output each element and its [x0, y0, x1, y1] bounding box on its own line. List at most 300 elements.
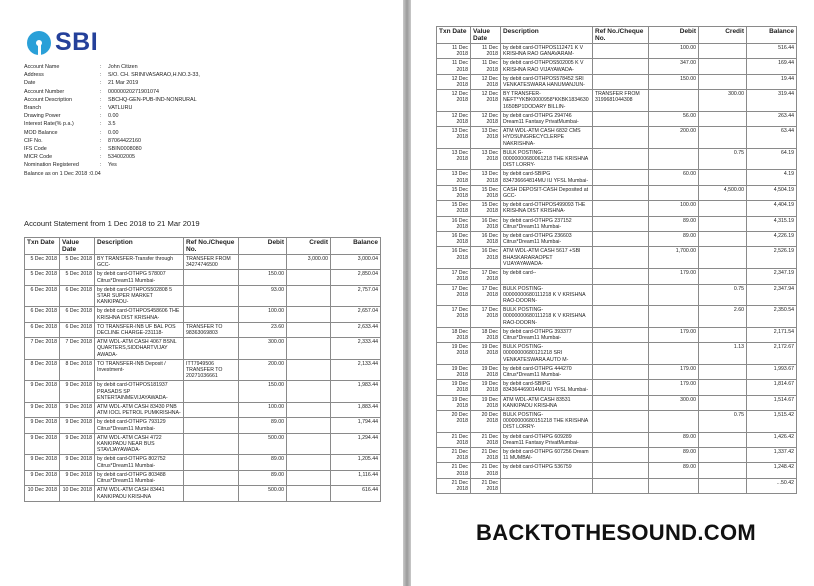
credit-cell — [699, 478, 747, 493]
txn-date-cell: 10 Dec 2018 — [25, 486, 60, 501]
ref-cell — [184, 270, 239, 285]
description-cell: BY TRANSFER-NEFT*YKBK0000958*KKBK18346301650BP1DODARY BILLIN- — [501, 90, 593, 112]
debit-cell: 89.00 — [239, 418, 287, 433]
ref-cell — [593, 127, 649, 149]
txn-date-cell: 19 Dec 2018 — [437, 364, 471, 379]
table-header — [437, 27, 797, 44]
ref-cell — [593, 327, 649, 342]
debit-cell: 56.00 — [649, 111, 699, 126]
credit-cell — [287, 486, 331, 501]
credit-cell — [287, 338, 331, 360]
credit-cell — [287, 403, 331, 418]
table-row — [437, 90, 797, 112]
description-cell: BY TRANSFER-Transfer through GCC- — [95, 255, 184, 270]
txn-date-cell: 21 Dec 2018 — [437, 447, 471, 462]
debit-cell: 89.00 — [239, 455, 287, 470]
col-value-date: Value Date — [60, 238, 95, 255]
debit-cell: 500.00 — [239, 433, 287, 455]
ref-cell — [184, 307, 239, 322]
credit-cell — [287, 381, 331, 403]
txn-date-cell: 13 Dec 2018 — [437, 170, 471, 185]
debit-cell: 60.00 — [649, 170, 699, 185]
debit-cell: 150.00 — [239, 270, 287, 285]
credit-cell: 4,500.00 — [699, 185, 747, 200]
statement-page-1 — [0, 0, 403, 586]
account-detail-row — [24, 88, 200, 96]
description-cell — [501, 478, 593, 493]
balance-cell: 3,000.04 — [331, 255, 381, 270]
credit-cell — [287, 359, 331, 381]
table-row — [437, 201, 797, 216]
ref-cell: TRANSFER TO 98363069803 — [184, 322, 239, 337]
col-credit: Credit — [287, 238, 331, 255]
credit-cell — [287, 455, 331, 470]
col-debit: Debit — [239, 238, 287, 255]
balance-cell: 2,757.04 — [331, 285, 381, 307]
credit-cell — [287, 285, 331, 307]
description-cell: BULK POSTING-00000000680111218 K V KRISHNA RAO-DOORN- — [501, 306, 593, 328]
credit-cell — [287, 322, 331, 337]
opening-balance: Balance as on 1 Dec 2018 :0.04 — [24, 170, 101, 177]
credit-cell — [287, 270, 331, 285]
description-cell: ATM WDL-ATM CASH 4067 BSNL QUARTERS,SIDDHARTVIJAY AWADA- — [95, 338, 184, 360]
credit-cell: 3,000.00 — [287, 255, 331, 270]
ref-cell — [593, 59, 649, 74]
description-cell: by debit card-OTHPOS502808 5 STAR SUPER MARKET KANKIPADU- — [95, 285, 184, 307]
table-row — [25, 418, 381, 433]
col-credit: Credit — [699, 27, 747, 44]
value-date-cell: 6 Dec 2018 — [60, 322, 95, 337]
value-date-cell: 12 Dec 2018 — [471, 74, 501, 89]
col-debit: Debit — [649, 27, 699, 44]
description-cell: BULK POSTING-00000000680061218 THE KRISHNA DIST LORRY- — [501, 148, 593, 170]
sbi-logo-text: SBI — [55, 28, 99, 56]
table-row — [437, 74, 797, 89]
value-date-cell: 9 Dec 2018 — [60, 470, 95, 485]
detail-label: CIF No. — [24, 137, 43, 144]
credit-cell — [699, 395, 747, 410]
credit-cell — [699, 127, 747, 149]
col-txn-date: Txn Date — [437, 27, 471, 44]
balance-cell: 2,171.54 — [747, 327, 797, 342]
txn-date-cell: 11 Dec 2018 — [437, 59, 471, 74]
description-cell: BULK POSTING-00000000680151218 THE KRISHNA DIST LORRY- — [501, 410, 593, 432]
credit-cell — [699, 170, 747, 185]
credit-cell — [699, 447, 747, 462]
credit-cell — [699, 44, 747, 59]
sbi-logo-icon — [27, 31, 51, 55]
credit-cell — [287, 433, 331, 455]
balance-cell: 19.44 — [747, 74, 797, 89]
detail-colon: : — [100, 105, 102, 112]
txn-date-cell: 8 Dec 2018 — [25, 359, 60, 381]
description-cell: by debit card-OTHPG 536759 — [501, 463, 593, 478]
description-cell: by debit card-OTHPG 237152 Citrus*Dream11 Mumbai- — [501, 216, 593, 231]
value-date-cell: 17 Dec 2018 — [471, 284, 501, 306]
detail-value: 00000020271901074 — [108, 88, 159, 95]
credit-cell — [287, 418, 331, 433]
table-row — [25, 307, 381, 322]
detail-label: Interest Rate(% p.a.) — [24, 121, 74, 128]
table-row — [437, 148, 797, 170]
debit-cell: 89.00 — [649, 232, 699, 247]
ref-cell — [593, 247, 649, 269]
account-detail-row — [24, 104, 200, 112]
detail-label: Nomination Registered — [24, 162, 79, 169]
credit-cell: 2.60 — [699, 306, 747, 328]
balance-cell: 4,504.19 — [747, 185, 797, 200]
debit-cell — [239, 255, 287, 270]
value-date-cell: 20 Dec 2018 — [471, 410, 501, 432]
detail-label: Account Number — [24, 88, 65, 95]
debit-cell — [649, 306, 699, 328]
table-row — [25, 359, 381, 381]
description-cell: by debit card-OTHPOS181937 PRASADS SP ENTERTAINMEVIJAYAWADA- — [95, 381, 184, 403]
value-date-cell: 15 Dec 2018 — [471, 201, 501, 216]
detail-label: Account Description — [24, 96, 72, 103]
credit-cell: 0.75 — [699, 148, 747, 170]
value-date-cell: 16 Dec 2018 — [471, 247, 501, 269]
debit-cell: 150.00 — [649, 74, 699, 89]
account-detail-row — [24, 129, 200, 137]
ref-cell: TRANSFER FROM 34274746500 — [184, 255, 239, 270]
ref-cell — [184, 455, 239, 470]
ref-cell — [593, 306, 649, 328]
balance-cell: 616.44 — [331, 486, 381, 501]
value-date-cell: 13 Dec 2018 — [471, 127, 501, 149]
balance-cell: 2,633.44 — [331, 322, 381, 337]
table-row — [25, 455, 381, 470]
value-date-cell: 17 Dec 2018 — [471, 269, 501, 284]
detail-value: John Citizen — [108, 64, 138, 70]
txn-date-cell: 17 Dec 2018 — [437, 269, 471, 284]
account-detail-row — [24, 63, 200, 71]
statement-page-2 — [411, 0, 814, 586]
credit-cell — [699, 364, 747, 379]
detail-colon: : — [100, 88, 102, 95]
table-row — [437, 410, 797, 432]
description-cell: BULK POSTING-00000000680121218 SRI VENKATESWARA AUTO M- — [501, 343, 593, 365]
balance-cell: 2,657.04 — [331, 307, 381, 322]
txn-date-cell: 9 Dec 2018 — [25, 403, 60, 418]
table-row — [437, 216, 797, 231]
txn-date-cell: 13 Dec 2018 — [437, 127, 471, 149]
debit-cell: 23.60 — [239, 322, 287, 337]
value-date-cell: 19 Dec 2018 — [471, 395, 501, 410]
value-date-cell: 21 Dec 2018 — [471, 478, 501, 493]
debit-cell: 300.00 — [239, 338, 287, 360]
statement-title: Account Statement from 1 Dec 2018 to 21 Mar 2019 — [24, 219, 200, 228]
balance-cell: 1,514.67 — [747, 395, 797, 410]
table-row — [25, 255, 381, 270]
sbi-logo — [27, 28, 98, 57]
value-date-cell: 21 Dec 2018 — [471, 463, 501, 478]
ref-cell — [593, 380, 649, 395]
ref-cell — [184, 338, 239, 360]
value-date-cell: 12 Dec 2018 — [471, 90, 501, 112]
value-date-cell: 9 Dec 2018 — [60, 455, 95, 470]
txn-date-cell: 15 Dec 2018 — [437, 201, 471, 216]
credit-cell — [699, 380, 747, 395]
txn-date-cell: 12 Dec 2018 — [437, 90, 471, 112]
txn-date-cell: 21 Dec 2018 — [437, 463, 471, 478]
debit-cell: 93.00 — [239, 285, 287, 307]
balance-cell: 4,404.19 — [747, 201, 797, 216]
description-cell: by debit card-SBIPG 834736664814MU IU YFSL Mumbai- — [501, 170, 593, 185]
ref-cell — [593, 410, 649, 432]
ref-cell — [593, 111, 649, 126]
table-row — [437, 247, 797, 269]
balance-cell: 4,226.19 — [747, 232, 797, 247]
balance-cell: 263.44 — [747, 111, 797, 126]
credit-cell — [699, 111, 747, 126]
txn-date-cell: 11 Dec 2018 — [437, 44, 471, 59]
txn-date-cell: 19 Dec 2018 — [437, 343, 471, 365]
description-cell: CASH DEPOSIT-CASH Deposited at GCC- — [501, 185, 593, 200]
detail-label: Branch — [24, 105, 42, 112]
ref-cell — [184, 403, 239, 418]
balance-cell: 64.19 — [747, 148, 797, 170]
debit-cell: 300.00 — [649, 395, 699, 410]
ref-cell — [593, 170, 649, 185]
balance-cell: 1,883.44 — [331, 403, 381, 418]
table-row — [437, 447, 797, 462]
ref-cell — [593, 74, 649, 89]
credit-cell — [699, 216, 747, 231]
value-date-cell: 7 Dec 2018 — [60, 338, 95, 360]
table-row — [25, 403, 381, 418]
table-row — [437, 395, 797, 410]
description-cell: by debit card-OTHPG 803488 Citrus*Dream11 Mumbai- — [95, 470, 184, 485]
balance-cell: 1,993.67 — [747, 364, 797, 379]
credit-cell — [287, 470, 331, 485]
table-row — [437, 284, 797, 306]
detail-label: Address — [24, 72, 44, 79]
description-cell: by debit card-OTHPG 393377 Citrus*Dream11 Mumbai- — [501, 327, 593, 342]
account-detail-row — [24, 112, 200, 120]
table-row — [437, 380, 797, 395]
ref-cell — [593, 432, 649, 447]
ref-cell — [593, 343, 649, 365]
detail-value: S/O. CH. SRINIVASARAO,H.NO.3-33, — [108, 72, 200, 79]
credit-cell: 0.75 — [699, 284, 747, 306]
description-cell: by debit card-OTHPG 607256 Dream 11 MUMBAI- — [501, 447, 593, 462]
table-row — [437, 327, 797, 342]
credit-cell: 1.13 — [699, 343, 747, 365]
credit-cell — [287, 307, 331, 322]
balance-cell: 1,426.42 — [747, 432, 797, 447]
description-cell: by debit card-OTHPOS112471 K V KRISHNA RAO GANAVARAM- — [501, 44, 593, 59]
txn-date-cell: 18 Dec 2018 — [437, 327, 471, 342]
table-row — [25, 433, 381, 455]
ref-cell — [593, 44, 649, 59]
credit-cell — [699, 327, 747, 342]
balance-cell: 2,133.44 — [331, 359, 381, 381]
debit-cell: 150.00 — [239, 381, 287, 403]
table-row — [437, 127, 797, 149]
detail-value: Yes — [108, 162, 117, 169]
debit-cell: 89.00 — [649, 447, 699, 462]
description-cell: by debit card-OTHPOS458606 THE KRISHNA DIST KRISHNA- — [95, 307, 184, 322]
value-date-cell: 19 Dec 2018 — [471, 380, 501, 395]
detail-colon: : — [100, 137, 102, 144]
txn-date-cell: 17 Dec 2018 — [437, 306, 471, 328]
description-cell: by debit card-OTHPG 609289 Dream11 Fantasy PrivatMumbai- — [501, 432, 593, 447]
balance-cell: 169.44 — [747, 59, 797, 74]
debit-cell — [649, 284, 699, 306]
detail-colon: : — [100, 96, 102, 103]
page-gutter — [403, 0, 411, 586]
value-date-cell: 13 Dec 2018 — [471, 148, 501, 170]
description-cell: by debit card-OTHPOS502005 K V KRISHNA RAO VIJAYAWADA- — [501, 59, 593, 74]
txn-date-cell: 16 Dec 2018 — [437, 232, 471, 247]
col-description: Description — [95, 238, 184, 255]
description-cell: by debit card-OTHPOS499093 THE KRISHNA DIST KRISHNA- — [501, 201, 593, 216]
balance-cell: 1,794.44 — [331, 418, 381, 433]
ref-cell — [593, 478, 649, 493]
table-row — [25, 381, 381, 403]
balance-cell: ...50.42 — [747, 478, 797, 493]
description-cell: BULK POSTING-00000000680111218 K V KRISHNA RAO-DOORN- — [501, 284, 593, 306]
txn-date-cell: 5 Dec 2018 — [25, 270, 60, 285]
transactions-table-page-1 — [24, 237, 381, 502]
ref-cell — [593, 216, 649, 231]
detail-colon: : — [100, 121, 102, 128]
value-date-cell: 11 Dec 2018 — [471, 59, 501, 74]
description-cell: by debit card-OTHPOS578452 SRI VENKATESWARA HANUMANJUN- — [501, 74, 593, 89]
debit-cell: 100.00 — [239, 403, 287, 418]
balance-cell: 2,350.54 — [747, 306, 797, 328]
table-row — [437, 432, 797, 447]
value-date-cell: 9 Dec 2018 — [60, 433, 95, 455]
txn-date-cell: 9 Dec 2018 — [25, 418, 60, 433]
detail-value: 534002005 — [108, 154, 135, 161]
detail-label: Drawing Power — [24, 113, 61, 120]
description-cell: by debit card-SBIPG 834364469014MU IU YFSL Mumbai- — [501, 380, 593, 395]
balance-cell: 1,814.67 — [747, 380, 797, 395]
detail-colon: : — [100, 146, 102, 153]
balance-cell: 1,983.44 — [331, 381, 381, 403]
credit-cell: 0.75 — [699, 410, 747, 432]
description-cell: TO TRANSFER-INB Deposit / Investment- — [95, 359, 184, 381]
txn-date-cell: 19 Dec 2018 — [437, 395, 471, 410]
account-detail-row — [24, 153, 200, 161]
balance-cell: 2,526.19 — [747, 247, 797, 269]
description-cell: ATM WDL-ATM CASH 83441 KANKIPADU KRISHNA — [95, 486, 184, 501]
balance-cell: 1,337.42 — [747, 447, 797, 462]
value-date-cell: 5 Dec 2018 — [60, 270, 95, 285]
value-date-cell: 10 Dec 2018 — [60, 486, 95, 501]
transactions-table-page-2 — [436, 26, 797, 494]
detail-colon: : — [100, 80, 102, 87]
credit-cell — [699, 463, 747, 478]
value-date-cell: 9 Dec 2018 — [60, 403, 95, 418]
description-cell: by debit card-OTHPG 444270 Citrus*Dream11 Mumbai- — [501, 364, 593, 379]
ref-cell — [184, 418, 239, 433]
balance-cell: 4,315.19 — [747, 216, 797, 231]
credit-cell — [699, 74, 747, 89]
detail-colon: : — [100, 154, 102, 161]
description-cell: ATM WDL-ATM CASH 83531 KANKIPADU KRISHNA — [501, 395, 593, 410]
debit-cell — [649, 410, 699, 432]
detail-label: IFS Code — [24, 146, 47, 153]
ref-cell — [184, 381, 239, 403]
credit-cell: 300.00 — [699, 90, 747, 112]
credit-cell — [699, 59, 747, 74]
balance-cell: 1,205.44 — [331, 455, 381, 470]
txn-date-cell: 15 Dec 2018 — [437, 185, 471, 200]
value-date-cell: 21 Dec 2018 — [471, 432, 501, 447]
detail-value: 0.00 — [108, 113, 119, 120]
description-cell: TO TRANSFER-INB UF BAL POS DECLINE CHARGE-231118- — [95, 322, 184, 337]
txn-date-cell: 21 Dec 2018 — [437, 432, 471, 447]
ref-cell — [593, 201, 649, 216]
account-detail-row — [24, 145, 200, 153]
debit-cell: 1,700.00 — [649, 247, 699, 269]
description-cell: by debit card-OTHPG 236603 Citrus*Dream11 Mumbai- — [501, 232, 593, 247]
detail-value: 3.5 — [108, 121, 116, 128]
value-date-cell: 18 Dec 2018 — [471, 327, 501, 342]
table-row — [25, 285, 381, 307]
detail-value: VATLURU — [108, 105, 133, 112]
ref-cell — [593, 148, 649, 170]
balance-cell: 63.44 — [747, 127, 797, 149]
txn-date-cell: 16 Dec 2018 — [437, 247, 471, 269]
ref-cell: TRANSFER FROM 3199681044308 — [593, 90, 649, 112]
debit-cell: 200.00 — [239, 359, 287, 381]
ref-cell — [593, 395, 649, 410]
value-date-cell: 15 Dec 2018 — [471, 185, 501, 200]
value-date-cell: 16 Dec 2018 — [471, 232, 501, 247]
ref-cell — [593, 232, 649, 247]
table-row — [437, 185, 797, 200]
table-row — [437, 364, 797, 379]
balance-cell: 2,347.94 — [747, 284, 797, 306]
account-detail-row — [24, 161, 200, 169]
detail-label: MICR Code — [24, 154, 53, 161]
balance-cell: 1,116.44 — [331, 470, 381, 485]
description-cell: by debit card-OTHPG 793129 Citrus*Dream11 Mumbai- — [95, 418, 184, 433]
ref-cell — [184, 486, 239, 501]
value-date-cell: 21 Dec 2018 — [471, 447, 501, 462]
table-row — [437, 59, 797, 74]
detail-colon: : — [100, 113, 102, 120]
debit-cell — [649, 478, 699, 493]
value-date-cell: 8 Dec 2018 — [60, 359, 95, 381]
debit-cell — [649, 343, 699, 365]
detail-colon: : — [100, 72, 102, 79]
value-date-cell: 9 Dec 2018 — [60, 381, 95, 403]
balance-cell: 516.44 — [747, 44, 797, 59]
detail-value: 0.00 — [108, 129, 119, 136]
debit-cell: 89.00 — [649, 463, 699, 478]
debit-cell: 100.00 — [649, 201, 699, 216]
col-txn-date: Txn Date — [25, 238, 60, 255]
ref-cell — [184, 433, 239, 455]
value-date-cell: 5 Dec 2018 — [60, 255, 95, 270]
debit-cell: 179.00 — [649, 269, 699, 284]
ref-cell — [593, 284, 649, 306]
table-row — [25, 338, 381, 360]
col-description: Description — [501, 27, 593, 44]
balance-cell: 4.19 — [747, 170, 797, 185]
txn-date-cell: 6 Dec 2018 — [25, 285, 60, 307]
value-date-cell: 6 Dec 2018 — [60, 285, 95, 307]
account-detail-row — [24, 79, 200, 87]
account-detail-row — [24, 96, 200, 104]
description-cell: by debit card-OTHPG 294746 Dream11 Fantasy PrivatMumbai- — [501, 111, 593, 126]
credit-cell — [699, 201, 747, 216]
